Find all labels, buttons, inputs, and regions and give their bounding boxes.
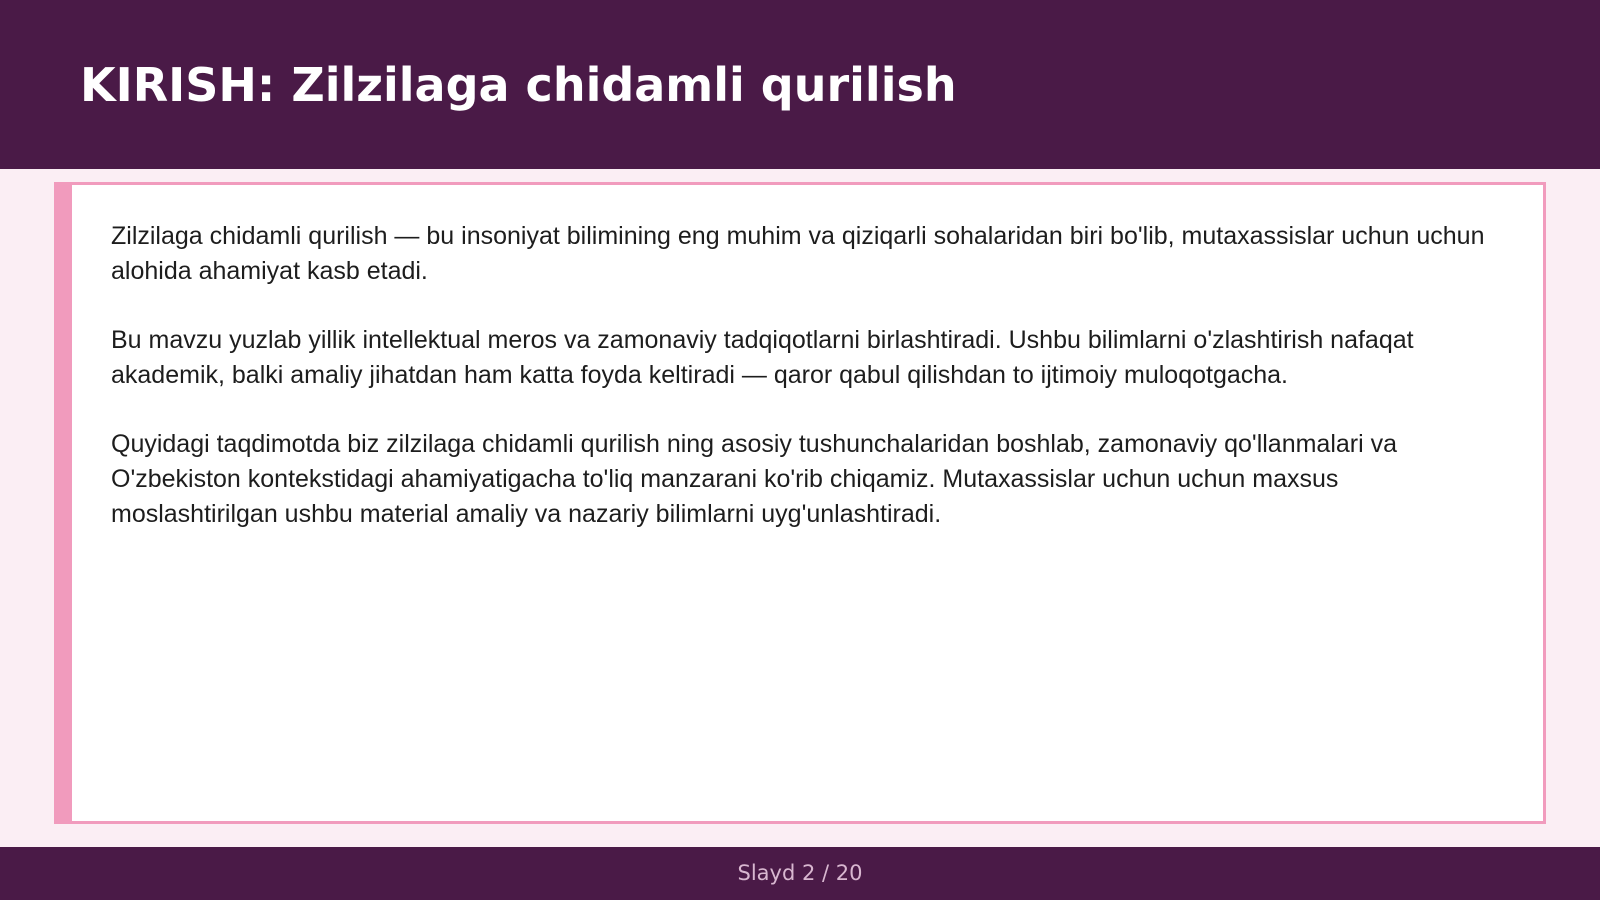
slide-counter: Slayd 2 / 20 bbox=[737, 861, 863, 885]
paragraph-heritage: Bu mavzu yuzlab yillik intellektual meros va zamonaviy tadqiqotlarni birlashtiradi. Ushbu bilimlarni o'zlashtirish nafaqat akademik, balki amaliy jihatdan ham katta foyda keltiradi — qaror qabul qilishdan to ijtimoiy muloqotgacha. bbox=[111, 326, 1414, 389]
slide-title: KIRISH: Zilzilaga chidamli qurilish bbox=[80, 58, 957, 112]
content-card bbox=[54, 182, 1546, 824]
paragraph-overview: Quyidagi taqdimotda biz zilzilaga chidamli qurilish ning asosiy tushunchalaridan boshlab, zamonaviy qo'llanmalari va O'zbekiston kontekstidagi ahamiyatigacha to'liq manzarani ko'rib chiqamiz. Mutaxassislar uchun uchun maxsus moslashtirilgan ushbu material amaliy va nazariy bilimlarni uyg'unlashtiradi. bbox=[111, 430, 1398, 528]
content-body bbox=[111, 219, 1501, 566]
slide-footer bbox=[0, 847, 1600, 900]
paragraph-intro: Zilzilaga chidamli qurilish — bu insoniyat bilimining eng muhim va qiziqarli sohalaridan biri bo'lib, mutaxassislar uchun uchun alohida ahamiyat kasb etadi. bbox=[111, 222, 1485, 285]
slide-header bbox=[0, 0, 1600, 169]
